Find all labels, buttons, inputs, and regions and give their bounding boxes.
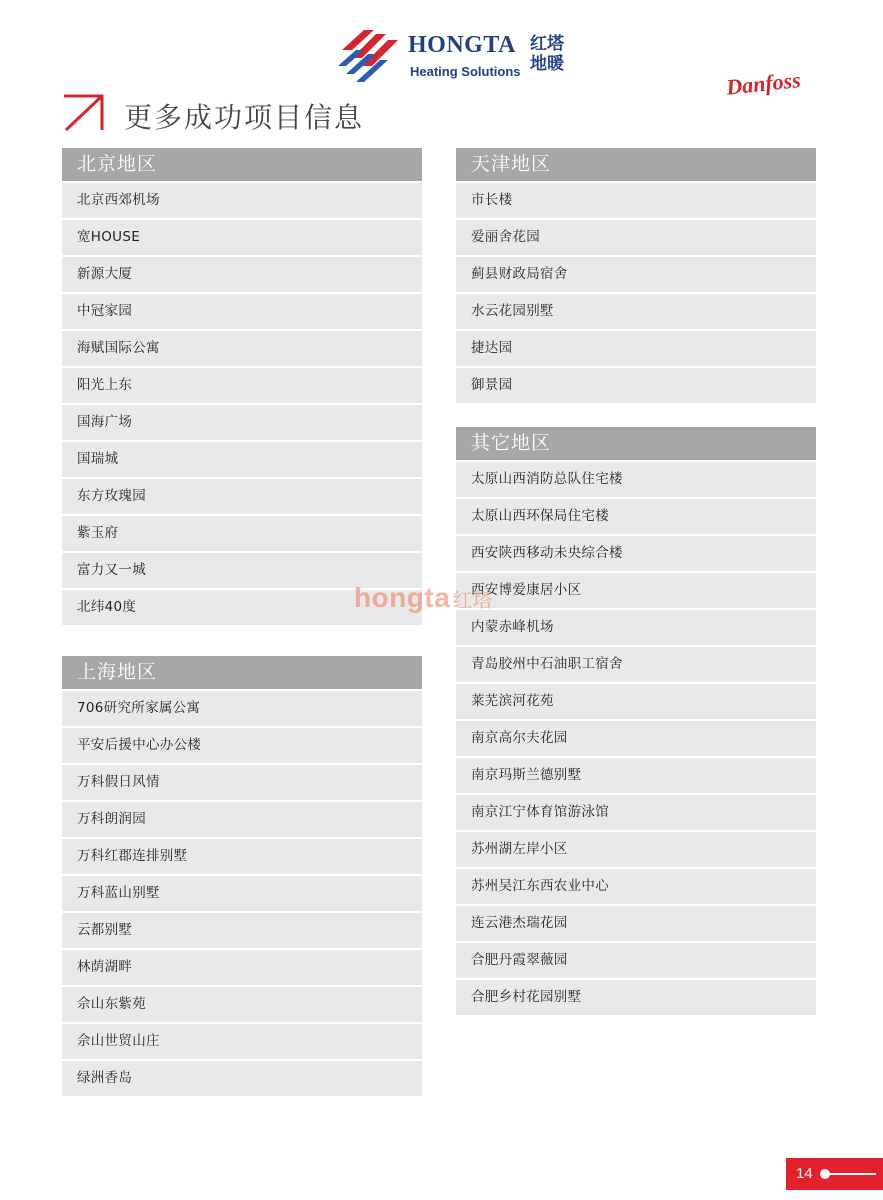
danfoss-logo-text: Danfoss [724, 67, 802, 100]
list-item: 林荫湖畔 [62, 950, 422, 985]
section-header: 天津地区 [456, 148, 816, 181]
list-item: 西安陕西移动未央综合楼 [456, 536, 816, 571]
danfoss-logo [724, 62, 820, 102]
list-item: 爱丽舍花园 [456, 220, 816, 255]
list-item: 国海广场 [62, 405, 422, 440]
page-line [822, 1173, 876, 1175]
section-shanghai [62, 656, 422, 1096]
list-item: 西安博爱康居小区 [456, 573, 816, 608]
list-item: 阳光上东 [62, 368, 422, 403]
list-item: 蓟县财政局宿舍 [456, 257, 816, 292]
watermark [354, 582, 493, 614]
list-item: 新源大厦 [62, 257, 422, 292]
list-item: 中冠家园 [62, 294, 422, 329]
section-other [456, 427, 816, 1015]
list-item: 苏州湖左岸小区 [456, 832, 816, 867]
list-item: 东方玫瑰园 [62, 479, 422, 514]
list-item: 合肥乡村花园别墅 [456, 980, 816, 1015]
watermark-latin: hongta [354, 582, 451, 613]
list-item: 内蒙赤峰机场 [456, 610, 816, 645]
section-tianjin [456, 148, 816, 403]
list-item: 富力又一城 [62, 553, 422, 588]
list-item: 苏州吴江东西农业中心 [456, 869, 816, 904]
hongta-logo-mark-icon [334, 28, 404, 84]
list-item: 市长楼 [456, 183, 816, 218]
section-header: 上海地区 [62, 656, 422, 689]
list-item: 云都别墅 [62, 913, 422, 948]
list-item: 万科红郡连排别墅 [62, 839, 422, 874]
list-item: 平安后援中心办公楼 [62, 728, 422, 763]
list-item: 706研究所家属公寓 [62, 691, 422, 726]
list-item: 水云花园别墅 [456, 294, 816, 329]
list-item: 万科假日风情 [62, 765, 422, 800]
list-item: 国瑞城 [62, 442, 422, 477]
list-item: 南京高尔夫花园 [456, 721, 816, 756]
page-number-bar [786, 1158, 883, 1190]
brand-cn-name: 红塔地暖 [530, 34, 564, 74]
list-item: 太原山西消防总队住宅楼 [456, 462, 816, 497]
list-item: 捷达园 [456, 331, 816, 366]
list-item: 紫玉府 [62, 516, 422, 551]
list-item: 万科朗润园 [62, 802, 422, 837]
list-item: 万科蓝山别墅 [62, 876, 422, 911]
brand-subtitle: Heating Solutions [410, 64, 521, 79]
section-beijing [62, 148, 422, 625]
list-item: 佘山世贸山庄 [62, 1024, 422, 1059]
list-item: 北京西郊机场 [62, 183, 422, 218]
list-item: 莱芜滨河花苑 [456, 684, 816, 719]
list-item: 宽HOUSE [62, 220, 422, 255]
page-title: 更多成功项目信息 [124, 101, 365, 134]
list-item: 北纬40度 [62, 590, 422, 625]
list-item: 绿洲香岛 [62, 1061, 422, 1096]
list-item: 御景园 [456, 368, 816, 403]
page-number: 14 [796, 1165, 813, 1182]
watermark-cn: 红塔 [452, 590, 494, 612]
list-item: 连云港杰瑞花园 [456, 906, 816, 941]
list-item: 南京江宁体育馆游泳馆 [456, 795, 816, 830]
list-item: 太原山西环保局住宅楼 [456, 499, 816, 534]
section-header: 北京地区 [62, 148, 422, 181]
list-item: 海赋国际公寓 [62, 331, 422, 366]
list-item: 青岛胶州中石油职工宿舍 [456, 647, 816, 682]
page-dot-icon [820, 1169, 830, 1179]
section-header: 其它地区 [456, 427, 816, 460]
list-item: 合肥丹霞翠薇园 [456, 943, 816, 978]
list-item: 南京玛斯兰德别墅 [456, 758, 816, 793]
list-item: 佘山东紫苑 [62, 987, 422, 1022]
arrow-up-right-icon [62, 92, 106, 132]
brand-name: HONGTA [408, 32, 516, 58]
hongta-logo [334, 28, 574, 86]
